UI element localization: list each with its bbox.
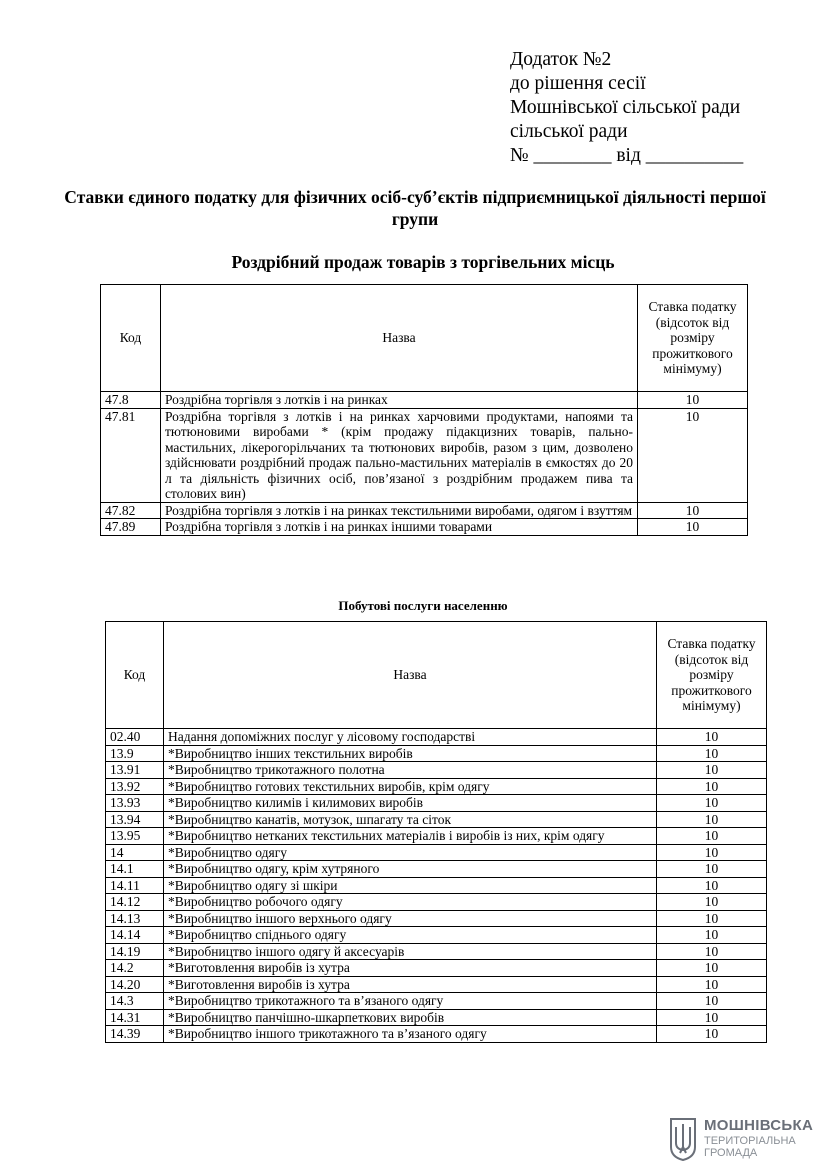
- rate-cell: 10: [638, 502, 748, 519]
- name-cell: *Виробництво трикотажного полотна: [163, 762, 656, 779]
- rate-cell: 10: [657, 894, 767, 911]
- rate-cell: 10: [657, 960, 767, 977]
- name-cell: *Виробництво одягу: [163, 844, 656, 861]
- rate-cell: 10: [638, 519, 748, 536]
- rate-cell: 10: [657, 762, 767, 779]
- code-cell: 14.13: [106, 910, 164, 927]
- table-row: [106, 1009, 767, 1026]
- name-cell: *Виробництво робочого одягу: [163, 894, 656, 911]
- rate-cell: 10: [657, 729, 767, 746]
- code-cell: 13.9: [106, 745, 164, 762]
- table-row: [106, 976, 767, 993]
- table-row: [106, 943, 767, 960]
- code-cell: 14.39: [106, 1026, 164, 1043]
- name-cell: *Виробництво панчішно-шкарпеткових виробів: [163, 1009, 656, 1026]
- section-title-retail: Роздрібний продаж товарів з торгівельних місць: [231, 252, 615, 272]
- code-cell: 14.20: [106, 976, 164, 993]
- name-cell: *Виробництво трикотажного та в’язаного одягу: [163, 993, 656, 1010]
- rate-cell: 10: [657, 993, 767, 1010]
- rate-cell: 10: [657, 795, 767, 812]
- rate-cell: 10: [657, 828, 767, 845]
- rate-cell: 10: [657, 1026, 767, 1043]
- table-row: [106, 811, 767, 828]
- code-cell: 14: [106, 844, 164, 861]
- code-cell: 14.19: [106, 943, 164, 960]
- addendum-line: № ________ від __________: [510, 145, 744, 166]
- code-cell: 14.1: [106, 861, 164, 878]
- code-cell: 13.91: [106, 762, 164, 779]
- code-cell: 14.3: [106, 993, 164, 1010]
- logo-title: МОШНІВСЬКА: [704, 1117, 814, 1134]
- addendum-line: сільської ради: [510, 121, 628, 142]
- column-header-name: Назва: [163, 622, 656, 729]
- table-row: [101, 392, 748, 409]
- table-row: [106, 762, 767, 779]
- document-title: Ставки єдиного податку для фізичних осіб-суб’єктів підприємницької діяльності першої групи: [64, 187, 766, 229]
- addendum-block: [510, 48, 743, 168]
- column-header-code: Код: [101, 285, 161, 392]
- column-header-rate: Ставка податку (відсоток від розміру прожиткового мінімуму): [657, 622, 767, 729]
- name-cell: Роздрібна торгівля з лотків і на ринках харчовими продуктами, напоями та тютюновими виробами * (крім продажу підакцизних товарів, пально-мастильних, лікерогорільчаних та тютюнових виробів, разом з цим, дозволено здійснювати роздрібний продаж пально-мастильних матеріалів в ємкостях до 20 л та діяльність фізичних осіб, пов’язаної з роздрібним продажем пива та столових вин): [160, 408, 637, 502]
- name-cell: *Виробництво інших текстильних виробів: [163, 745, 656, 762]
- services-rates-body: [106, 729, 767, 1043]
- rate-cell: 10: [657, 861, 767, 878]
- table-row: [106, 960, 767, 977]
- code-cell: 13.93: [106, 795, 164, 812]
- name-cell: *Виробництво спіднього одягу: [163, 927, 656, 944]
- name-cell: *Виготовлення виробів із хутра: [163, 976, 656, 993]
- name-cell: *Виробництво іншого трикотажного та в’язаного одягу: [163, 1026, 656, 1043]
- rate-cell: 10: [657, 1009, 767, 1026]
- rate-cell: 10: [657, 976, 767, 993]
- code-cell: 13.94: [106, 811, 164, 828]
- retail-rates-table: [100, 284, 748, 536]
- rate-cell: 10: [638, 408, 748, 502]
- services-rates-table: [105, 621, 767, 1043]
- code-cell: 47.89: [101, 519, 161, 536]
- name-cell: Роздрібна торгівля з лотків і на ринках іншими товарами: [160, 519, 637, 536]
- addendum-line: до рішення сесії: [510, 73, 646, 94]
- table-row: [106, 844, 767, 861]
- table-row: [106, 729, 767, 746]
- column-header-name: Назва: [160, 285, 637, 392]
- code-cell: 47.82: [101, 502, 161, 519]
- rate-cell: 10: [657, 910, 767, 927]
- rate-cell: 10: [657, 877, 767, 894]
- code-cell: 47.8: [101, 392, 161, 409]
- table-row: [101, 408, 748, 502]
- addendum-line: Додаток №2: [510, 49, 612, 70]
- name-cell: Надання допоміжних послуг у лісовому господарстві: [163, 729, 656, 746]
- section-title-services: Побутові послуги населенню: [338, 598, 508, 613]
- retail-rates-body: [101, 392, 748, 536]
- table-row: [106, 927, 767, 944]
- table-row: [106, 745, 767, 762]
- table-row: [106, 894, 767, 911]
- table-row: [106, 993, 767, 1010]
- code-cell: 47.81: [101, 408, 161, 502]
- name-cell: *Виробництво килимів і килимових виробів: [163, 795, 656, 812]
- rate-cell: 10: [657, 811, 767, 828]
- name-cell: *Виробництво нетканих текстильних матеріалів і виробів із них, крім одягу: [163, 828, 656, 845]
- name-cell: Роздрібна торгівля з лотків і на ринках: [160, 392, 637, 409]
- column-header-code: Код: [106, 622, 164, 729]
- code-cell: 14.12: [106, 894, 164, 911]
- logo-subtitle: ГРОМАДА: [704, 1147, 758, 1159]
- code-cell: 13.92: [106, 778, 164, 795]
- table-row: [106, 877, 767, 894]
- code-cell: 14.2: [106, 960, 164, 977]
- name-cell: *Виробництво канатів, мотузок, шпагату та сіток: [163, 811, 656, 828]
- code-cell: 14.14: [106, 927, 164, 944]
- code-cell: 14.31: [106, 1009, 164, 1026]
- table-row: [101, 502, 748, 519]
- table-row: [106, 828, 767, 845]
- table-row: [106, 1026, 767, 1043]
- rate-cell: 10: [657, 745, 767, 762]
- table-row: [106, 910, 767, 927]
- addendum-line: Мошнівської сільської ради: [510, 97, 741, 118]
- code-cell: 14.11: [106, 877, 164, 894]
- name-cell: *Виготовлення виробів із хутра: [163, 960, 656, 977]
- code-cell: 02.40: [106, 729, 164, 746]
- name-cell: *Виробництво іншого верхнього одягу: [163, 910, 656, 927]
- trident-emblem-icon: [668, 1117, 698, 1161]
- rate-cell: 10: [657, 943, 767, 960]
- name-cell: *Виробництво одягу, крім хутряного: [163, 861, 656, 878]
- table-row: [101, 519, 748, 536]
- rate-cell: 10: [638, 392, 748, 409]
- code-cell: 13.95: [106, 828, 164, 845]
- table-row: [106, 778, 767, 795]
- logo-subtitle: ТЕРИТОРІАЛЬНА: [704, 1135, 796, 1147]
- name-cell: *Виробництво готових текстильних виробів, крім одягу: [163, 778, 656, 795]
- rate-cell: 10: [657, 927, 767, 944]
- column-header-rate: Ставка податку (відсоток від розміру прожиткового мінімуму): [638, 285, 748, 392]
- community-logo: [668, 1113, 814, 1163]
- rate-cell: 10: [657, 778, 767, 795]
- name-cell: *Виробництво іншого одягу й аксесуарів: [163, 943, 656, 960]
- rate-cell: 10: [657, 844, 767, 861]
- table-row: [106, 795, 767, 812]
- name-cell: *Виробництво одягу зі шкіри: [163, 877, 656, 894]
- name-cell: Роздрібна торгівля з лотків і на ринках текстильними виробами, одягом і взуттям: [160, 502, 637, 519]
- table-row: [106, 861, 767, 878]
